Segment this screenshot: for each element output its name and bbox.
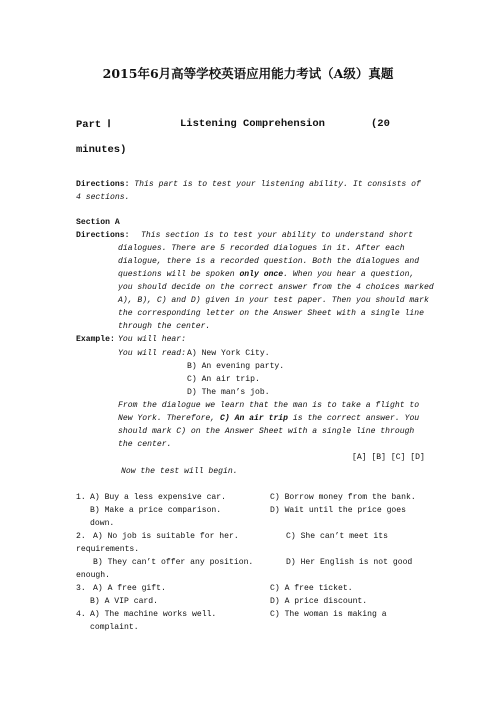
main-directions	[76, 179, 424, 192]
example-answer-marks: [A] [B] [C] [D]	[352, 453, 425, 462]
section-a-line-8: the corresponding letter on the Answer Sheet with a single line	[118, 309, 424, 318]
example-hear: You will hear:	[118, 335, 186, 344]
directions-text-1: This part is to test your listening ability. It consists of	[134, 180, 421, 189]
section-a-line-3a: questions will be spoken	[118, 270, 235, 279]
q4-option-c-cont: complaint.	[90, 623, 139, 632]
section-a-line-9: through the center.	[118, 322, 211, 331]
q3-number: 3.	[76, 584, 86, 593]
q2-option-c-cont: requirements.	[76, 545, 140, 554]
q1-option-d: D) Wait until the price goes	[270, 506, 406, 515]
section-a-line-0: This section is to test your ability to understand short	[141, 231, 413, 240]
section-a-line-2: dialogue, there is a recorded question. Both the dialogues and	[118, 257, 420, 266]
q3-option-c: C) A free ticket.	[270, 584, 353, 593]
example-read: You will read:	[118, 349, 186, 358]
section-a-line-3	[118, 269, 414, 282]
q1-number: 1.	[76, 493, 86, 502]
section-a-line-3c: . When you hear a question,	[283, 270, 415, 279]
part-label: Part Ⅰ	[76, 119, 111, 131]
q4-number: 4.	[76, 610, 86, 619]
q1-option-c: C) Borrow money from the bank.	[270, 493, 416, 502]
q3-option-a: A) A free gift.	[93, 584, 166, 593]
q2-option-c: C) She can’t meet its	[286, 532, 388, 541]
part-time-a: (20	[371, 118, 390, 130]
q3-option-d: D) A price discount.	[270, 597, 368, 606]
example-expl-1: From the dialogue we learn that the man is to take a flight to	[118, 401, 420, 410]
example-option-b: B) An evening party.	[187, 362, 285, 371]
page-title: 2015年6月高等学校英语应用能力考试（A级）真题	[102, 66, 394, 81]
example-expl-2c: is the correct answer. You	[292, 414, 420, 423]
test-begin-note: Now the test will begin.	[121, 467, 238, 476]
section-a-directions-label: Directions:	[76, 231, 130, 240]
only-once-emphasis: only once	[239, 270, 284, 279]
example-expl-3: should mark C) on the Answer Sheet with a single line through	[118, 427, 415, 436]
q2-option-a: A) No job is suitable for her.	[93, 532, 239, 541]
part-time-b: minutes)	[76, 144, 127, 156]
q4-option-c: C) The woman is making a	[270, 610, 387, 619]
example-expl-4: the center.	[118, 440, 172, 449]
q2-number: 2.	[76, 532, 86, 541]
q2-option-b: B) They can’t offer any position.	[93, 558, 254, 567]
q2-option-d-cont: enough.	[76, 571, 110, 580]
section-a-line-1: dialogues. There are 5 recorded dialogues in it. After each	[118, 244, 405, 253]
example-option-a: A) New York City.	[187, 349, 270, 358]
part-name: Listening Comprehension	[180, 118, 325, 130]
directions-text-2: 4 sections.	[76, 193, 130, 202]
directions-label: Directions:	[76, 180, 130, 189]
q1-option-a: A) Buy a less expensive car.	[90, 493, 226, 502]
example-expl-2	[118, 413, 419, 426]
section-a-line-7: A), B), C) and D) given in your test paper. Then you should mark	[118, 296, 429, 305]
example-option-c: C) An air trip.	[187, 375, 260, 384]
section-a-heading: Section A	[76, 218, 120, 227]
example-answer-emphasis: C) An air trip	[220, 414, 289, 423]
q2-option-d: D) Her English is not good	[286, 558, 413, 567]
q1-option-d-cont: down.	[90, 519, 115, 528]
q4-option-a: A) The machine works well.	[90, 610, 217, 619]
example-expl-2a: New York. Therefore,	[118, 414, 216, 423]
example-label: Example:	[76, 335, 115, 344]
q3-option-b: B) A VIP card.	[90, 597, 158, 606]
section-a-line-6: you should decide on the correct answer from the 4 choices marked	[118, 283, 434, 292]
example-option-d: D) The man’s job.	[187, 388, 270, 397]
q1-option-b: B) Make a price comparison.	[90, 506, 222, 515]
